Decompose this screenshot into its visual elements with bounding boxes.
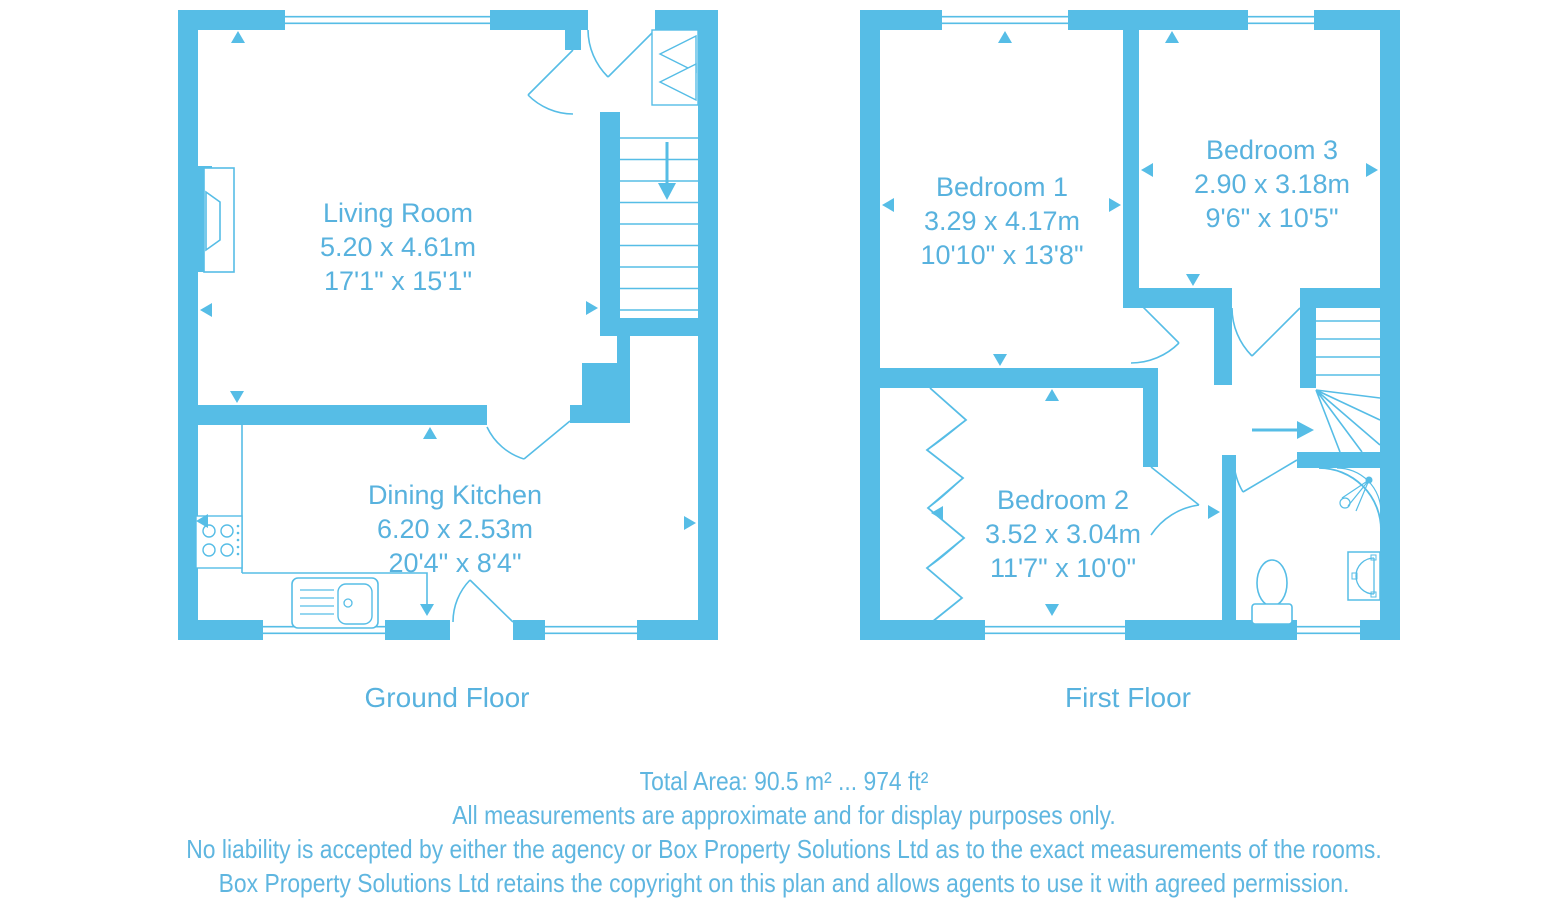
room-name: Bedroom 2 <box>996 485 1130 515</box>
basin-icon <box>1348 552 1380 600</box>
total-area-text: Total Area: 90.5 m² ... 974 ft² <box>639 766 929 796</box>
wall <box>1214 308 1232 385</box>
disclaimer-line: All measurements are approximate and for display purposes only. <box>452 800 1116 830</box>
wall <box>1143 388 1158 467</box>
room-metric: 6.20 x 2.53m <box>376 514 534 544</box>
stairs-icon <box>1316 303 1380 452</box>
bedroom-2-label <box>863 483 1263 585</box>
room-metric: 2.90 x 3.18m <box>1193 169 1351 199</box>
wall <box>570 363 630 423</box>
wall <box>1300 288 1316 388</box>
wall <box>600 318 718 336</box>
bedroom-3-label <box>1122 133 1422 235</box>
stair-direction-arrow-icon <box>658 142 676 200</box>
stairs-icon <box>620 138 698 310</box>
wall <box>617 336 630 363</box>
room-name: Dining Kitchen <box>367 480 543 510</box>
front-door-opening <box>588 10 655 30</box>
dining-kitchen-label <box>255 478 655 580</box>
wall <box>178 405 487 425</box>
room-imperial: 9'6" x 10'5" <box>1205 203 1339 233</box>
room-name: Bedroom 3 <box>1205 135 1339 165</box>
first-floor-title: First Floor <box>1065 682 1191 713</box>
wall <box>178 10 198 640</box>
disclaimer-line: Box Property Solutions Ltd retains the copyright on this plan and allows agents to use it with agreed permission. <box>218 868 1350 898</box>
room-imperial: 10'10" x 13'8" <box>920 240 1084 270</box>
disclaimer-line: No liability is accepted by either the agency or Box Property Solutions Ltd as to the exact measurements of the rooms. <box>186 834 1382 864</box>
room-metric: 3.52 x 3.04m <box>984 519 1142 549</box>
room-name: Living Room <box>322 198 474 228</box>
wall <box>1297 452 1400 468</box>
room-imperial: 17'1" x 15'1" <box>323 266 473 296</box>
room-metric: 5.20 x 4.61m <box>319 232 477 262</box>
wall <box>860 368 1158 388</box>
wall <box>600 112 620 318</box>
room-name: Bedroom 1 <box>935 172 1069 202</box>
wall <box>565 10 581 50</box>
wall <box>1380 10 1400 640</box>
room-metric: 3.29 x 4.17m <box>923 206 1081 236</box>
cupboard-bifold-icon <box>652 30 698 105</box>
rear-door-opening <box>450 620 513 640</box>
room-imperial: 11'7" x 10'0" <box>989 553 1137 583</box>
footer-disclaimer <box>0 764 1568 900</box>
ground-floor-title: Ground Floor <box>364 682 530 713</box>
kitchen-sink-icon <box>292 578 378 628</box>
wall <box>1123 288 1232 308</box>
shower-icon <box>1319 468 1381 530</box>
stair-direction-arrow-icon <box>1252 421 1314 439</box>
room-imperial: 20'4" x 8'4" <box>388 548 522 578</box>
living-room-label <box>198 196 598 298</box>
